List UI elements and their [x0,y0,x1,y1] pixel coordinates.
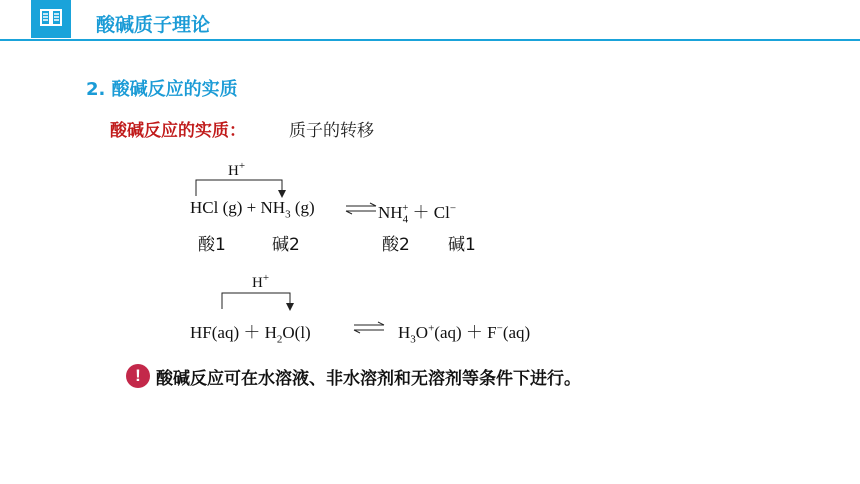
reaction-2-equation: $HF(aq) + H_2O(l)$ [190,323,311,346]
reaction-1-products: $NH_4^+ + Cl^-$ [378,202,457,226]
definition-label: 酸碱反应的实质： [110,121,246,141]
equilibrium-arrow-2 [352,321,386,335]
header-bar [0,0,860,44]
label-acid1: 酸1 [198,235,226,255]
reaction-1-equation: HCl $(g) + NH_3$ (g) [190,198,315,221]
proton-transfer-arrow-1 [190,176,290,200]
definition-value: 质子的转移 [289,121,374,141]
section-title: 2. 酸碱反应的实质 [86,79,238,100]
proton-label-1: H+ [228,160,246,179]
header-divider [0,39,860,41]
label-base1: 碱1 [448,235,476,255]
proton-transfer-arrow-2 [216,289,300,313]
reaction-2-products: $H_3O^+(aq) + F^-(aq)$ [398,322,531,346]
note-text: 酸碱反应可在水溶液、非水溶剂和无溶剂等条件下进行。 [156,369,581,389]
header-title: 酸碱质子理论 [96,14,211,36]
label-acid2: 酸2 [382,235,410,255]
equilibrium-arrow-1 [344,202,378,216]
proton-label-2: H+ [252,272,270,291]
exclamation-icon: ! [126,364,150,388]
book-icon [31,0,71,38]
label-base2: 碱2 [272,235,300,255]
